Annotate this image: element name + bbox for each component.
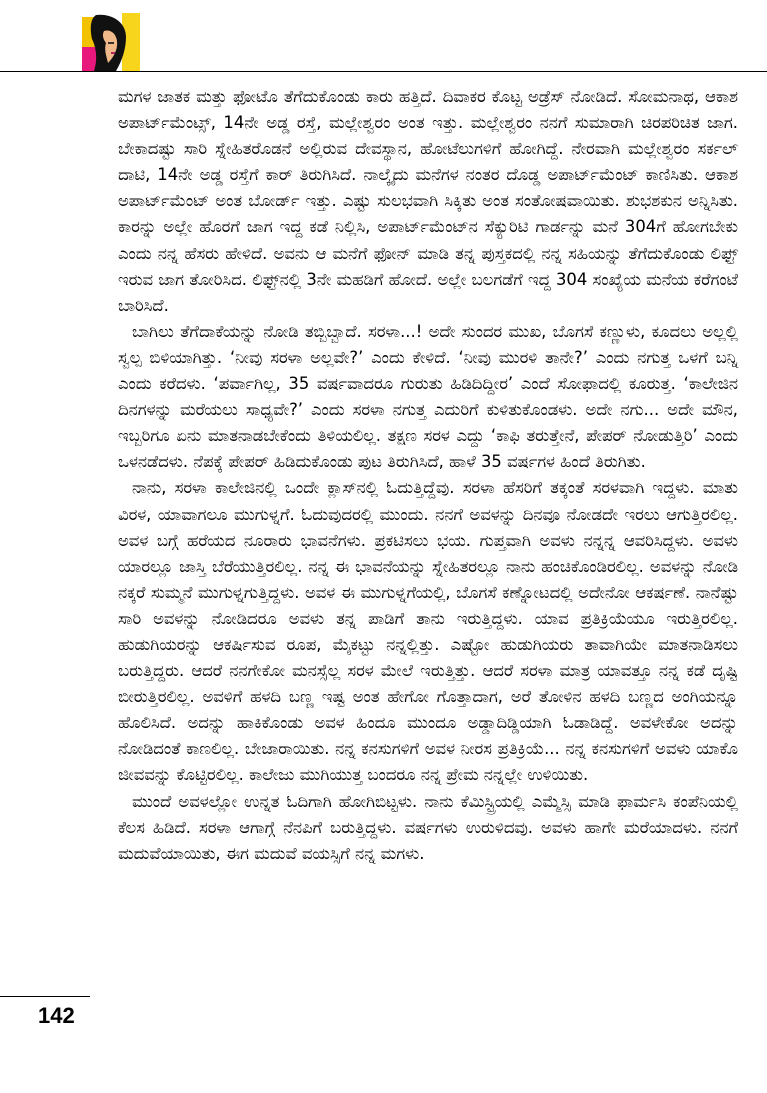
woman-face-logo-icon [82,13,140,71]
paragraph-3: ನಾನು, ಸರಳಾ ಕಾಲೇಜಿನಲ್ಲಿ ಒಂದೇ ಕ್ಲಾಸ್‌ನಲ್ಲಿ ಓದುತ್ತಿದ್ದೆವು. ಸರಳಾ ಹೆಸರಿಗೆ ತಕ್ಕಂತೆ ಸರಳವಾಗಿ ಇದ್ದಳು. ಮಾತು ವಿರಳ, ಯಾವಾಗಲೂ ಮುಗುಳ್ನಗೆ. ಓದುವುದರಲ್ಲಿ ಮುಂದು. ನನಗೆ ಅವಳನ್ನು ದಿನವೂ ನೋಡದೇ ಇರಲು ಆಗುತ್ತಿರಲಿಲ್ಲ. ಅವಳ ಬಗ್ಗೆ ಹರೆಯದ ನೂರಾರು ಭಾವನೆಗಳು. ಪ್ರಕಟಿಸಲು ಭಯ. ಗುಪ್ತವಾಗಿ ಅವಳು ನನ್ನನ್ನ ಆವರಿಸಿದ್ದಳು. ಅವಳು ಯಾರಲ್ಲೂ ಜಾಸ್ತಿ ಬೆರೆಯುತ್ತಿರಲಿಲ್ಲ. ನನ್ನ ಈ ಭಾವನೆಯನ್ನು ಸ್ನೇಹಿತರಲ್ಲೂ ನಾನು ಹಂಚಿಕೊಂಡಿರಲಿಲ್ಲ. ಅವಳನ್ನು ನೋಡಿ ನಕ್ಕರೆ ಸುಮ್ಮನೆ ಮುಗುಳ್ನಗುತ್ತಿದ್ದಳು. ಅವಳ ಈ ಮುಗುಳ್ನಗೆಯಲ್ಲಿ, ಬೊಗಸೆ ಕಣ್ನೋಟದಲ್ಲಿ ಅದೇನೋ ಆಕರ್ಷಣೆ. ನಾನೆಷ್ಟು ಸಾರಿ ಅವಳನ್ನು ನೋಡಿದರೂ ಅವಳು ತನ್ನ ಪಾಡಿಗೆ ತಾನು ಇರುತ್ತಿದ್ದಳು. ಯಾವ ಪ್ರತಿಕ್ರಿಯೆಯೂ ಇರುತ್ತಿರಲಿಲ್ಲ. ಹುಡುಗಿಯರನ್ನು ಆಕರ್ಷಿಸುವ ರೂಪ, ಮೈಕಟ್ಟು ನನ್ನಲ್ಲಿತ್ತು. ಎಷ್ಟೋ ಹುಡುಗಿಯರು ತಾವಾಗಿಯೇ ಮಾತನಾಡಿಸಲು ಬರುತ್ತಿದ್ದರು. ಆದರೆ ನನಗೇಕೋ ಮನಸ್ಸೆಲ್ಲ ಸರಳ ಮೇಲೆ ಇರುತ್ತಿತ್ತು. ಆದರೆ ಸರಳಾ ಮಾತ್ರ ಯಾವತ್ತೂ ನನ್ನ ಕಡೆ ದೃಷ್ಟಿ ಬೀರುತ್ತಿರಲಿಲ್ಲ. ಅವಳಿಗೆ ಹಳದಿ ಬಣ್ಣ ಇಷ್ಟ ಅಂತ ಹೇಗೋ ಗೊತ್ತಾದಾಗ, ಅರೆ ತೋಳಿನ ಹಳದಿ ಬಣ್ಣದ ಅಂಗಿಯನ್ನೂ ಹೊಲಿಸಿದೆ. ಅದನ್ನು ಹಾಕಿಕೊಂಡು ಅವಳ ಹಿಂದೂ ಮುಂದೂ ಅಡ್ಡಾದಿಡ್ಡಿಯಾಗಿ ಓಡಾಡಿದ್ದೆ. ಅವಳೇಕೋ ಅದನ್ನು ನೋಡಿದಂತೆ ಕಾಣಲಿಲ್ಲ. ಬೇಜಾರಾಯಿತು. ನನ್ನ ಕನಸುಗಳಿಗೆ ಅವಳ ನೀರಸ ಪ್ರತಿಕ್ರಿಯೆ... ನನ್ನ ಕನಸುಗಳಿಗೆ ಅವಳು ಯಾಕೊ ಜೀವವನ್ನು ಕೊಟ್ಟಿರಲಿಲ್ಲ. ಕಾಲೇಜು ಮುಗಿಯುತ್ತ ಬಂದರೂ ನನ್ನ ಪ್ರೇಮ ನನ್ನಲ್ಲೇ ಉಳಿಯಿತು. [118,478,738,785]
story-body [118,84,738,867]
page-number: 142 [38,1003,75,1028]
paragraph-1: ಮಗಳ ಜಾತಕ ಮತ್ತು ಫೋಟೊ ತೆಗೆದುಕೊಂಡು ಕಾರು ಹತ್ತಿದೆ. ದಿವಾಕರ ಕೊಟ್ಟ ಅಡ್ರೆಸ್ ನೋಡಿದೆ. ಸೋಮನಾಥ, ಆಕಾಶ ಅಪಾರ್ಟ್‌ಮೆಂಟ್ಸ್, 14ನೇ ಅಡ್ಡ ರಸ್ತೆ, ಮಲ್ಲೇಶ್ವರಂ ಅಂತ ಇತ್ತು. ಮಲ್ಲೇಶ್ವರಂ ನನಗೆ ಸುಮಾರಾಗಿ ಚಿರಪರಿಚಿತ ಜಾಗ. ಬೇಕಾದಷ್ಟು ಸಾರಿ ಸ್ನೇಹಿತರೊಡನೆ ಅಲ್ಲಿರುವ ದೇವಸ್ಥಾನ, ಹೋಟೆಲುಗಳಿಗೆ ಹೋಗಿದ್ದೆ. ನೇರವಾಗಿ ಮಲ್ಲೇಶ್ವರಂ ಸರ್ಕಲ್ ದಾಟಿ, 14ನೇ ಅಡ್ಡ ರಸ್ತೆಗೆ ಕಾರ್ ತಿರುಗಿಸಿದೆ. ನಾಲ್ಕೈದು ಮನೆಗಳ ನಂತರ ದೊಡ್ಡ ಅಪಾರ್ಟ್‌ಮೆಂಟ್ ಕಾಣಿಸಿತು. ಆಕಾಶ ಅಪಾರ್ಟ್‌ಮೆಂಟ್ ಅಂತ ಬೋರ್ಡ್ ಇತ್ತು. ಎಷ್ಟು ಸುಲಭವಾಗಿ ಸಿಕ್ಕಿತು ಅಂತ ಸಂತೋಷವಾಯಿತು. ಶುಭಶಕುನ ಅನ್ನಿಸಿತು. ಕಾರನ್ನು ಅಲ್ಲೇ ಹೊರಗೆ ಜಾಗ ಇದ್ದ ಕಡೆ ನಿಲ್ಲಿಸಿ, ಅಪಾರ್ಟ್‌ಮೆಂಟ್‌ನ ಸೆಕ್ಯುರಿಟಿ ಗಾರ್ಡನ್ನು ಮನೆ 304ಗೆ ಹೋಗಬೇಕು ಎಂದು ನನ್ನ ಹೆಸರು ಹೇಳಿದೆ. ಅವನು ಆ ಮನೆಗೆ ಫೋನ್ ಮಾಡಿ ತನ್ನ ಪುಸ್ತಕದಲ್ಲಿ ನನ್ನ ಸಹಿಯನ್ನು ತೆಗೆದುಕೊಂಡು ಲಿಫ್ಟ್ ಇರುವ ಜಾಗ ತೋರಿಸಿದ. ಲಿಫ್ಟ್‌ನಲ್ಲಿ 3ನೇ ಮಹಡಿಗೆ ಹೋದೆ. ಅಲ್ಲೇ ಬಲಗಡೆಗೆ ಇದ್ದ 304 ಸಂಖ್ಯೆಯ ಮನೆಯ ಕರೆಗಂಟೆ ಬಾರಿಸಿದೆ. [118,87,738,315]
footer-rule [0,996,90,997]
header-rule [0,71,767,72]
paragraph-2: ಬಾಗಿಲು ತೆಗೆದಾಕೆಯನ್ನು ನೋಡಿ ತಬ್ಬಿಬ್ಬಾದೆ. ಸರಳಾ...! ಅದೇ ಸುಂದರ ಮುಖ, ಬೊಗಸೆ ಕಣ್ಣುಳು, ಕೂದಲು ಅಲ್ಲಲ್ಲಿ ಸ್ವಲ್ಪ ಬಿಳಿಯಾಗಿತ್ತು. ‘ನೀವು ಸರಳಾ ಅಲ್ಲವೇ?’ ಎಂದು ಕೇಳಿದೆ. ‘ನೀವು ಮುರಳಿ ತಾನೇ?’ ಎಂದು ನಗುತ್ತ ಒಳಗೆ ಬನ್ನಿ ಎಂದು ಕರೆದಳು. ‘ಪರ್ವಾಗಿಲ್ಲ, 35 ವರ್ಷವಾದರೂ ಗುರುತು ಹಿಡಿದಿದ್ದೀರ’ ಎಂದೆ ಸೋಫಾದಲ್ಲಿ ಕೂರುತ್ತ. ‘ಕಾಲೇಜಿನ ದಿನಗಳನ್ನು ಮರೆಯಲು ಸಾಧ್ಯವೇ?’ ಎಂದು ಸರಳಾ ನಗುತ್ತ ಎದುರಿಗೆ ಕುಳಿತುಕೊಂಡಳು. ಅದೇ ನಗು... ಅದೇ ಮೌನ, ಇಬ್ಬರಿಗೂ ಏನು ಮಾತನಾಡಬೇಕೆಂದು ತಿಳಿಯಲಿಲ್ಲ. ತಕ್ಷಣ ಸರಳ ಎದ್ದು ‘ಕಾಫಿ ತರುತ್ತೇನೆ, ಪೇಪರ್ ನೋಡುತ್ತಿರಿ’ ಎಂದು ಒಳನಡೆದಳು. ನೆಪಕ್ಕೆ ಪೇಪರ್ ಹಿಡಿದುಕೊಂಡು ಪುಟ ತಿರುಗಿಸಿದೆ, ಹಾಳೆ 35 ವರ್ಷಗಳ ಹಿಂದೆ ತಿರುಗಿತು. [118,321,738,472]
paragraph-4: ಮುಂದೆ ಅವಳಲ್ಲೋ ಉನ್ನತ ಓದಿಗಾಗಿ ಹೋಗಿಬಿಟ್ಟಳು. ನಾನು ಕೆಮಿಸ್ಟ್ರಿಯಲ್ಲಿ ಎಮ್ಮೆಸ್ಸಿ ಮಾಡಿ ಫಾರ್ಮಸಿ ಕಂಪೆನಿಯಲ್ಲಿ ಕೆಲಸ ಹಿಡಿದೆ. ಸರಳಾ ಆಗಾಗ್ಗೆ ನೆನಪಿಗೆ ಬರುತ್ತಿದ್ದಳು. ವರ್ಷಗಳು ಉರುಳಿದವು. ಅವಳು ಹಾಗೇ ಮರೆಯಾದಳು. ನನಗೆ ಮದುವೆಯಾಯಿತು, ಈಗ ಮದುವೆ ವಯಸ್ಸಿಗೆ ನನ್ನ ಮಗಳು. [118,791,738,863]
